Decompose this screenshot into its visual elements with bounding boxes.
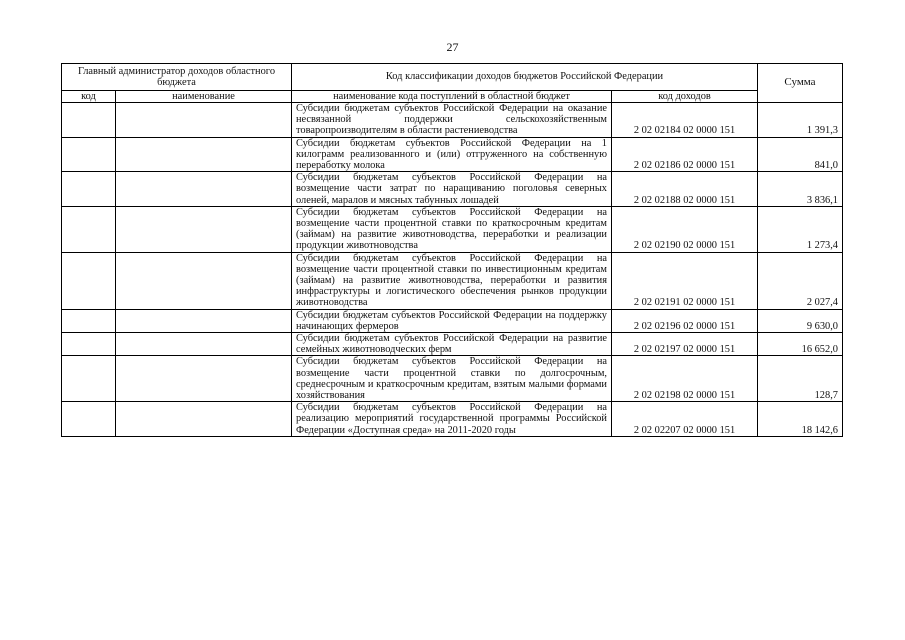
table-row (62, 356, 843, 402)
admin-name-cell (116, 137, 292, 172)
code-column-header: код (62, 91, 116, 103)
admin-code-cell (62, 309, 116, 332)
amount-cell: 1 391,3 (758, 103, 843, 138)
table-row (62, 309, 843, 332)
admin-name-cell (116, 309, 292, 332)
amount-cell: 841,0 (758, 137, 843, 172)
admin-code-cell (62, 333, 116, 356)
income-code-cell: 2 02 02198 02 0000 151 (612, 356, 758, 402)
income-code-cell: 2 02 02186 02 0000 151 (612, 137, 758, 172)
table-row (62, 137, 843, 172)
admin-name-cell (116, 172, 292, 207)
admin-name-cell (116, 103, 292, 138)
amount-cell: 1 273,4 (758, 206, 843, 252)
admin-name-cell (116, 333, 292, 356)
income-name-cell: Субсидии бюджетам субъектов Российской Федерации на оказание несвязанной поддержки сельскохозяйственным товаропроизводителям в области растениеводства (292, 103, 612, 138)
admin-header: Главный администратор доходов областного бюджета (62, 64, 292, 91)
admin-name-cell (116, 252, 292, 309)
income-code-cell: 2 02 02197 02 0000 151 (612, 333, 758, 356)
income-name-cell: Субсидии бюджетам субъектов Российской Федерации на 1 килограмм реализованного и (или) отгруженного на собственную переработку молока (292, 137, 612, 172)
income-code-column-header: код доходов (612, 91, 758, 103)
sum-header: Сумма (758, 64, 843, 103)
admin-code-cell (62, 172, 116, 207)
table-row (62, 252, 843, 309)
admin-code-cell (62, 402, 116, 437)
name-column-header: наименование (116, 91, 292, 103)
amount-cell: 9 630,0 (758, 309, 843, 332)
admin-code-cell (62, 206, 116, 252)
admin-name-cell (116, 206, 292, 252)
income-code-cell: 2 02 02191 02 0000 151 (612, 252, 758, 309)
income-code-cell: 2 02 02190 02 0000 151 (612, 206, 758, 252)
table-row (62, 402, 843, 437)
amount-cell: 2 027,4 (758, 252, 843, 309)
table-row (62, 103, 843, 138)
income-name-cell: Субсидии бюджетам субъектов Российской Федерации на развитие семейных животноводческих ферм (292, 333, 612, 356)
admin-code-cell (62, 356, 116, 402)
income-name-cell: Субсидии бюджетам субъектов Российской Федерации на возмещение части процентной ставки по долгосрочным, среднесрочным и краткосрочным кредитам, взятым малыми формами хозяйствования (292, 356, 612, 402)
amount-cell: 128,7 (758, 356, 843, 402)
page-number: 27 (446, 40, 459, 54)
income-name-cell: Субсидии бюджетам субъектов Российской Федерации на поддержку начинающих фермеров (292, 309, 612, 332)
income-code-cell: 2 02 02196 02 0000 151 (612, 309, 758, 332)
income-name-cell: Субсидии бюджетам субъектов Российской Федерации на реализацию мероприятий государственной программы Российской Федерации «Доступная среда» на 2011-2020 годы (292, 402, 612, 437)
income-table (61, 63, 843, 437)
admin-code-cell (62, 252, 116, 309)
income-name-cell: Субсидии бюджетам субъектов Российской Федерации на возмещение части процентной ставки по краткосрочным кредитам (займам) на развитие животноводства, переработки и реализации продукции животноводства (292, 206, 612, 252)
amount-cell: 18 142,6 (758, 402, 843, 437)
amount-cell: 16 652,0 (758, 333, 843, 356)
table-row (62, 172, 843, 207)
income-code-cell: 2 02 02188 02 0000 151 (612, 172, 758, 207)
admin-name-cell (116, 402, 292, 437)
admin-name-cell (116, 356, 292, 402)
classification-header: Код классификации доходов бюджетов Российской Федерации (292, 64, 758, 91)
admin-code-cell (62, 137, 116, 172)
income-code-cell: 2 02 02184 02 0000 151 (612, 103, 758, 138)
table-row (62, 333, 843, 356)
income-name-column-header: наименование кода поступлений в областной бюджет (292, 91, 612, 103)
income-name-cell: Субсидии бюджетам субъектов Российской Федерации на возмещение части затрат по наращиванию поголовья северных оленей, маралов и мясных табунных лошадей (292, 172, 612, 207)
income-code-cell: 2 02 02207 02 0000 151 (612, 402, 758, 437)
amount-cell: 3 836,1 (758, 172, 843, 207)
income-name-cell: Субсидии бюджетам субъектов Российской Федерации на возмещение части процентной ставки по инвестиционным кредитам (займам) на развитие животноводства, переработки и развития инфраструктуры и логистического обеспечения рынков продукции животноводства (292, 252, 612, 309)
admin-code-cell (62, 103, 116, 138)
table-row (62, 206, 843, 252)
